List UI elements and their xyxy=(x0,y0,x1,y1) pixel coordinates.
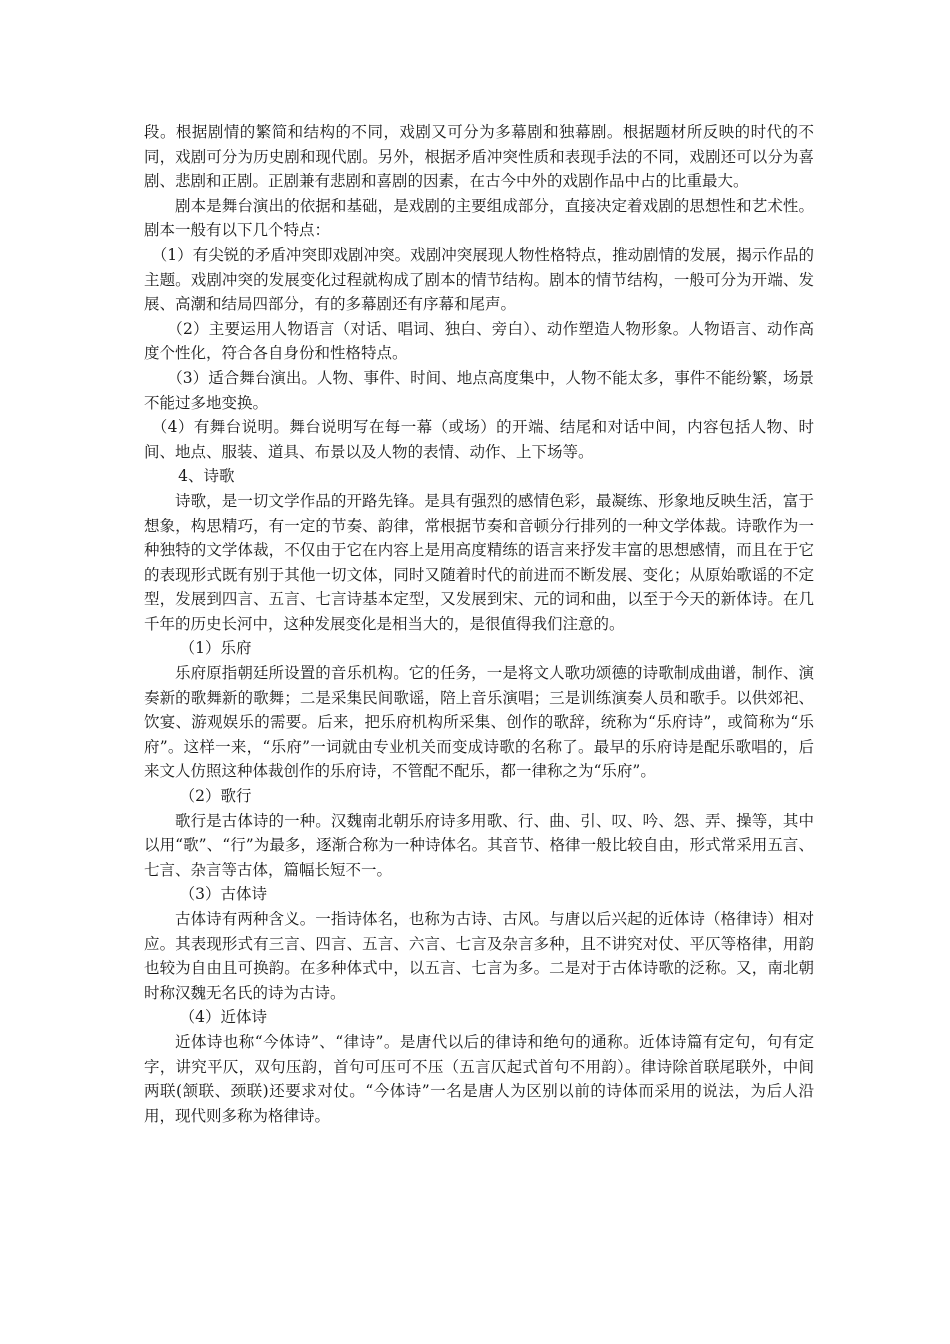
paragraph-yuefu: 乐府原指朝廷所设置的音乐机构。它的任务，一是将文人歌功颂德的诗歌制成曲谱，制作、演奏新的歌舞新的歌舞；二是采集民间歌谣，陪上音乐演唱；三是训练演奏人员和歌手。以供郊祀、饮宴、游观娱乐的需要。后来，把乐府机构所采集、创作的歌辞，统称为“乐府诗”，或简称为“乐府”。这样一来，“乐府”一词就由专业机关而变成诗歌的名称了。最早的乐府诗是配乐歌唱的，后来文人仿照这种体裁创作的乐府诗，不管配不配乐，都一律称之为“乐府”。 xyxy=(144,664,814,781)
paragraph-drama-types: 段。根据剧情的繁简和结构的不同，戏剧又可分为多幕剧和独幕剧。根据题材所反映的时代的不同，戏剧可分为历史剧和现代剧。另外，根据矛盾冲突性质和表现手法的不同，戏剧还可以分为喜剧、悲剧和正剧。正剧兼有悲剧和喜剧的因素，在古今中外的戏剧作品中占的比重最大。 xyxy=(144,123,814,191)
paragraph-jintishi: 近体诗也称“今体诗”、“律诗”。是唐代以后的律诗和绝句的通称。近体诗篇有定句，句有定字，讲究平仄，双句压韵，首句可压可不压（五言仄起式首句不用韵）。律诗除首联尾联外，中间两联(颔联、颈联)还要求对仗。“今体诗”一名是唐人为区别以前的诗体而采用的说法，为后人沿用，现代则多称为格律诗。 xyxy=(144,1032,814,1125)
paragraph-script-intro: 剧本是舞台演出的依据和基础，是戏剧的主要组成部分，直接决定着戏剧的思想性和艺术性。剧本一般有以下几个特点： xyxy=(144,196,814,240)
subheading-gexing: （2）歌行 xyxy=(179,787,252,806)
document-body xyxy=(144,120,814,1128)
paragraph-feature-1: （1）有尖锐的矛盾冲突即戏剧冲突。戏剧冲突展现人物性格特点，推动剧情的发展，揭示作品的主题。戏剧冲突的发展变化过程就构成了剧本的情节结构。剧本的情节结构，一般可分为开端、发展、高潮和结局四部分，有的多幕剧还有序幕和尾声。 xyxy=(144,245,814,314)
paragraph-gexing: 歌行是古体诗的一种。汉魏南北朝乐府诗多用歌、行、曲、引、叹、吟、怨、弄、操等，其中以用“歌”、“行”为最多，逐渐合称为一种诗体名。其音节、格律一般比较自由，形式常采用五言、七言、杂言等古体，篇幅长短不一。 xyxy=(144,811,814,879)
subheading-jintishi: （4）近体诗 xyxy=(179,1008,268,1027)
subheading-gutishi: （3）古体诗 xyxy=(179,885,268,904)
paragraph-gutishi: 古体诗有两种含义。一指诗体名，也称为古诗、古风。与唐以后兴起的近体诗（格律诗）相对应。其表现形式有三言、四言、五言、六言、七言及杂言多种，且不讲究对仗、平仄等格律，用韵也较为自由且可换韵。在多种体式中，以五言、七言为多。二是对于古体诗歌的泛称。又，南北朝时称汉魏无名氏的诗为古诗。 xyxy=(144,910,814,1002)
subheading-yuefu: （1）乐府 xyxy=(179,639,252,658)
paragraph-feature-2: （2）主要运用人物语言（对话、唱词、独白、旁白）、动作塑造人物形象。人物语言、动作高度个性化，符合各自身份和性格特点。 xyxy=(144,319,814,363)
paragraph-feature-4: （4）有舞台说明。舞台说明写在每一幕（或场）的开端、结尾和对话中间，内容包括人物、时间、地点、服装、道具、布景以及人物的表情、动作、上下场等。 xyxy=(144,418,814,461)
paragraph-feature-3: （3）适合舞台演出。人物、事件、时间、地点高度集中，人物不能太多，事件不能纷繁，场景不能过多地变换。 xyxy=(144,368,814,412)
section-heading-poetry: 4、诗歌 xyxy=(178,467,235,486)
paragraph-poetry-intro: 诗歌，是一切文学作品的开路先锋。是具有强烈的感情色彩，最凝练、形象地反映生活，富于想象，构思精巧，有一定的节奏、韵律，常根据节奏和音顿分行排列的一种文学体裁。诗歌作为一种独特的文学体裁，不仅由于它在内容上是用高度精练的语言来抒发丰富的思想感情，而且在于它的表现形式既有别于其他一切文体，同时又随着时代的前进而不断发展、变化；从原始歌谣的不定型，发展到四言、五言、七言诗基本定型，又发展到宋、元的词和曲，以至于今天的新体诗。在几千年的历史长河中，这种发展变化是相当大的，是很值得我们注意的。 xyxy=(144,491,814,633)
